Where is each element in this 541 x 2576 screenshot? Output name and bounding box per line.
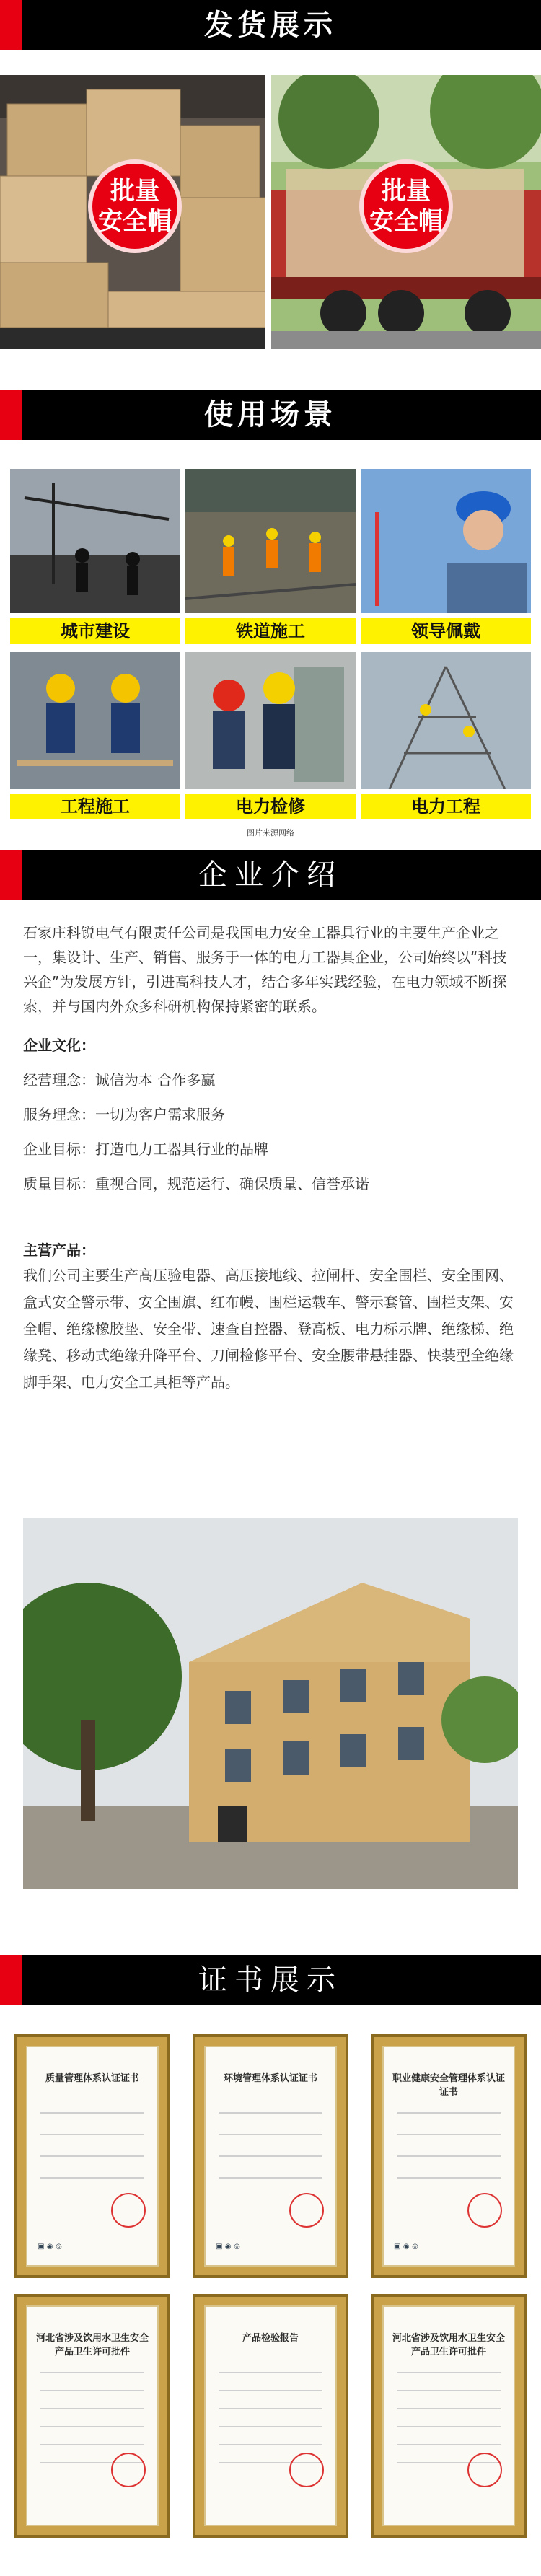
scenario-photo-railway — [185, 469, 356, 613]
certificate-frame — [193, 2034, 348, 2278]
certificate-frame — [14, 2034, 170, 2278]
scenario-photo-leader — [361, 469, 531, 613]
badge-line-1: 批量 — [382, 177, 431, 206]
cert-logos-icon: ▣ ◉ ◎ — [38, 2243, 62, 2251]
company-intro — [23, 920, 521, 1019]
factory-photo — [23, 1518, 518, 1889]
certificate-title: 职业健康安全管理体系认证证书 — [392, 2073, 505, 2098]
products-heading: 主营产品： — [23, 1241, 95, 1259]
seal-icon — [111, 2193, 146, 2228]
seal-icon — [289, 2453, 324, 2487]
scenario-label: 工程施工 — [10, 794, 180, 819]
cert-logos-icon: ▣ ◉ ◎ — [394, 2243, 418, 2251]
scenario-photo-power — [361, 652, 531, 789]
scenario-label: 电力检修 — [185, 794, 356, 819]
certificate-frame — [193, 2294, 348, 2538]
certificate-title: 环境管理体系认证证书 — [223, 2073, 317, 2084]
certificate-title: 质量管理体系认证证书 — [45, 2073, 139, 2084]
company-culture — [23, 1033, 521, 1196]
seal-icon — [467, 2193, 502, 2228]
culture-item: 经营理念：诚信为本 合作多赢 — [23, 1071, 216, 1089]
culture-item: 服务理念：一切为客户需求服务 — [23, 1106, 225, 1123]
certificate-frame — [14, 2294, 170, 2538]
culture-heading: 企业文化： — [23, 1037, 95, 1054]
certificate-title: 河北省涉及饮用水卫生安全产品卫生许可批件 — [35, 2333, 149, 2357]
section-title: 使用场景 — [204, 398, 337, 431]
scenario-label: 铁道施工 — [185, 618, 356, 644]
section-banner-scenarios — [0, 390, 541, 440]
section-banner-certificates — [0, 1955, 541, 2005]
certificate-frame — [371, 2294, 527, 2538]
scenario-photo-construction — [10, 652, 180, 789]
badge-line-1: 批量 — [110, 177, 159, 206]
scenario-label: 城市建设 — [10, 618, 180, 644]
badge-line-2: 安全帽 — [98, 207, 172, 236]
seal-icon — [289, 2193, 324, 2228]
company-intro-text: 石家庄科锐电气有限责任公司是我国电力安全工器具行业的主要生产企业之一，集设计、生产、销售、服务于一体的电力工器具企业，公司始终以“科技兴企”为发展方针，引进高科技人才，结合多年实践经验，在电力领域不断探索，并与国内外众多科研机构保持紧密的联系。 — [23, 924, 507, 1015]
bulk-helmet-badge — [359, 159, 453, 253]
section-title: 发货展示 — [204, 9, 337, 42]
scenario-photo-maintenance — [185, 652, 356, 789]
section-banner-company — [0, 850, 541, 900]
products-text: 我们公司主要生产高压验电器、高压接地线、拉闸杆、安全围栏、安全围网、盒式安全警示带、安全围旗、红布幔、围栏运载车、警示套管、围栏支架、安全帽、绝缘橡胶垫、安全带、速查自控器、登高板、电力标示牌、绝缘梯、绝缘凳、移动式绝缘升降平台、刀闸检修平台、安全腰带悬挂器、快装型全绝缘脚手架、电力安全工具柜等产品。 — [23, 1267, 514, 1391]
badge-line-2: 安全帽 — [369, 207, 443, 236]
cert-logos-icon: ▣ ◉ ◎ — [216, 2243, 240, 2251]
scenario-photo-city — [10, 469, 180, 613]
company-products — [23, 1238, 521, 1396]
certificate-title: 河北省涉及饮用水卫生安全产品卫生许可批件 — [392, 2333, 505, 2357]
certificate-title: 产品检验报告 — [242, 2333, 299, 2344]
section-banner-shipping — [0, 0, 541, 50]
scenario-label: 领导佩戴 — [361, 618, 531, 644]
seal-icon — [111, 2453, 146, 2487]
seal-icon — [467, 2453, 502, 2487]
bulk-helmet-badge — [88, 159, 182, 253]
certificate-frame — [371, 2034, 527, 2278]
scenario-label: 电力工程 — [361, 794, 531, 819]
culture-item: 质量目标：重视合同，规范运行、确保质量、信誉承诺 — [23, 1175, 369, 1192]
image-source-note: 图片来源网络 — [247, 828, 294, 838]
culture-item: 企业目标：打造电力工器具行业的品牌 — [23, 1140, 268, 1158]
section-title: 企业介绍 — [198, 858, 343, 892]
section-title: 证书展示 — [198, 1964, 343, 1997]
